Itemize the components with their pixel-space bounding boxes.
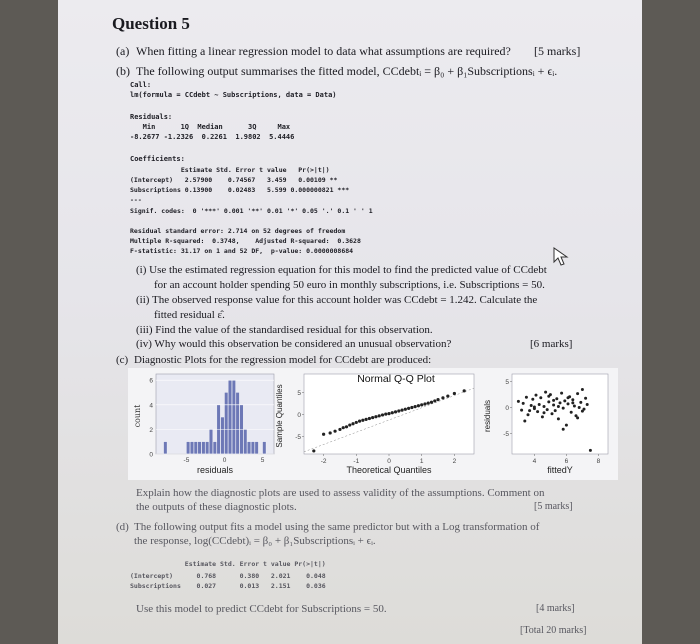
hist-ytick-label: 6 bbox=[149, 377, 153, 385]
histogram-bar bbox=[194, 442, 197, 454]
histogram-bar bbox=[205, 442, 208, 454]
histogram-bar bbox=[164, 442, 167, 454]
hist-xtick-label: 0 bbox=[222, 457, 227, 464]
r-coef-separator: --- bbox=[130, 196, 142, 204]
total-marks: [Total 20 marks] bbox=[520, 625, 587, 636]
scatter-point bbox=[539, 396, 542, 399]
r-coef-label: Coefficients: bbox=[130, 155, 185, 163]
xtick-label: 6 bbox=[564, 458, 569, 465]
scatter-point bbox=[586, 403, 589, 406]
exam-paper bbox=[58, 0, 642, 644]
histogram-bar bbox=[263, 442, 266, 454]
scatter-point bbox=[417, 404, 420, 407]
scatter-point bbox=[441, 396, 444, 399]
qq-xlabel: Theoretical Quantiles bbox=[346, 465, 432, 475]
scatter-point bbox=[567, 396, 570, 399]
part-a-label: (a) bbox=[116, 44, 130, 58]
scatter-point bbox=[547, 400, 550, 403]
scatter-point bbox=[552, 399, 555, 402]
ytick-label: 0 bbox=[297, 412, 301, 420]
scatter-point bbox=[533, 406, 536, 409]
hist-ytick-label: 2 bbox=[149, 426, 153, 434]
fit-xlabel: fittedY bbox=[547, 465, 573, 475]
scatter-point bbox=[414, 405, 417, 408]
log-coef-header: Estimate Std. Error t value Pr(>|t|) bbox=[130, 560, 326, 568]
scatter-point bbox=[430, 401, 433, 404]
histogram-bar bbox=[198, 442, 201, 454]
scatter-point bbox=[387, 412, 390, 415]
r-call: lm(formula = CCdebt ~ Subscriptions, data = Data) bbox=[130, 91, 337, 99]
part-c-text: Diagnostic Plots for the regression model for CCdebt are produced: bbox=[134, 354, 432, 366]
part-a-marks: [5 marks] bbox=[534, 44, 581, 58]
scatter-point bbox=[322, 433, 325, 436]
r-coef-row-subscriptions: Subscriptions 0.13900 0.02483 5.599 0.000000821 *** bbox=[130, 186, 350, 194]
scatter-point bbox=[345, 425, 348, 428]
ytick-label: 5 bbox=[505, 379, 509, 387]
scatter-point bbox=[522, 402, 525, 405]
histogram-bar bbox=[251, 442, 254, 454]
scatter-point bbox=[404, 408, 407, 411]
scatter-point bbox=[543, 405, 546, 408]
scatter-point bbox=[571, 401, 574, 404]
scatter-point bbox=[397, 409, 400, 412]
xtick-label: 1 bbox=[419, 458, 424, 465]
scatter-point bbox=[436, 398, 439, 401]
part-b-ii-line1: (ii) The observed response value for this account holder was CCdebt = 1.242. Calculate the bbox=[136, 294, 538, 306]
part-b-text: The following output summarises the fitted model, CCdebtᵢ = β₀ + β₁Subscriptionsᵢ + ϵᵢ. bbox=[136, 64, 558, 78]
log-coef-row-subscriptions: Subscriptions 0.027 0.013 2.151 0.036 bbox=[130, 582, 326, 590]
histogram-bar bbox=[190, 442, 193, 454]
scatter-point bbox=[394, 410, 397, 413]
part-d-text-line1: The following output fits a model using the same predictor but with a Log transformation of bbox=[134, 521, 540, 533]
scatter-point bbox=[536, 410, 539, 413]
scatter-point bbox=[557, 405, 560, 408]
scatter-point bbox=[565, 424, 568, 427]
part-c-after-line1: Explain how the diagnostic plots are used to assess validity of the assumptions. Comment on bbox=[136, 487, 545, 499]
ytick-label: 0 bbox=[505, 405, 509, 413]
scatter-point bbox=[576, 416, 579, 419]
scatter-point bbox=[570, 411, 573, 414]
scatter-point bbox=[551, 412, 554, 415]
scatter-point bbox=[538, 403, 541, 406]
histogram-bar bbox=[232, 380, 235, 454]
scatter-point bbox=[517, 400, 520, 403]
scatter-point bbox=[365, 418, 368, 421]
histogram-bar bbox=[221, 417, 224, 454]
scatter-point bbox=[578, 406, 581, 409]
histogram-bar bbox=[255, 442, 258, 454]
scatter-point bbox=[530, 404, 533, 407]
part-b-iii: (iii) Find the value of the standardised residual for this observation. bbox=[136, 324, 433, 336]
scatter-point bbox=[433, 399, 436, 402]
scatter-point bbox=[527, 413, 530, 416]
hist-ylabel: count bbox=[133, 404, 142, 428]
scatter-point bbox=[361, 419, 364, 422]
scatter-point bbox=[374, 415, 377, 418]
histogram-bar bbox=[186, 442, 189, 454]
scatter-point bbox=[333, 430, 336, 433]
scatter-point bbox=[407, 407, 410, 410]
r-residuals-values: -8.2677 -1.2326 0.2261 1.9802 5.4446 bbox=[130, 133, 295, 141]
ytick-label: 5 bbox=[297, 390, 301, 398]
scatter-point bbox=[547, 395, 550, 398]
scatter-point bbox=[576, 392, 579, 395]
hist-xtick-label: -5 bbox=[183, 457, 190, 464]
scatter-point bbox=[368, 417, 371, 420]
hist-xlabel: residuals bbox=[196, 465, 234, 475]
scatter-point bbox=[543, 411, 546, 414]
scatter-point bbox=[589, 449, 592, 452]
scatter-point bbox=[463, 389, 466, 392]
scatter-point bbox=[562, 407, 565, 410]
histogram-bar bbox=[213, 442, 216, 454]
part-c-label: (c) bbox=[116, 354, 129, 366]
histogram-bar bbox=[247, 442, 250, 454]
scatter-point bbox=[552, 403, 555, 406]
ytick-label: -5 bbox=[295, 433, 301, 441]
histogram-bar bbox=[202, 442, 205, 454]
scatter-point bbox=[446, 394, 449, 397]
scatter-point bbox=[567, 402, 570, 405]
scatter-point bbox=[312, 449, 315, 452]
scatter-point bbox=[400, 409, 403, 412]
scatter-point bbox=[371, 416, 374, 419]
scatter-point bbox=[562, 428, 565, 431]
scatter-point bbox=[342, 426, 345, 429]
xtick-label: -1 bbox=[353, 458, 360, 465]
part-c-after-line2: the outputs of these diagnostic plots. bbox=[136, 501, 297, 513]
scatter-point bbox=[546, 408, 549, 411]
xtick-label: 2 bbox=[452, 458, 457, 465]
histogram-bar bbox=[225, 392, 228, 454]
part-d-instruction: Use this model to predict CCdebt for Subscriptions = 50. bbox=[136, 603, 387, 615]
part-b-iv: (iv) Why would this observation be considered an unusual observation? bbox=[136, 338, 452, 350]
scatter-point bbox=[531, 398, 534, 401]
scatter-point bbox=[525, 396, 528, 399]
scatter-point bbox=[571, 398, 574, 401]
r-coef-row-intercept: (Intercept) 2.57900 0.74567 3.459 0.00109 ** bbox=[130, 176, 338, 184]
scatter-point bbox=[528, 409, 531, 412]
ytick-label: -5 bbox=[503, 430, 509, 438]
r-residual-std-error: Residual standard error: 2.714 on 52 degrees of freedom bbox=[130, 227, 346, 235]
r-f-statistic: F-statistic: 31.17 on 1 and 52 DF, p-value: 0.0000008684 bbox=[130, 247, 354, 255]
log-coef-row-intercept: (Intercept) 0.768 0.380 2.021 0.048 bbox=[130, 572, 326, 580]
scatter-point bbox=[573, 405, 576, 408]
scatter-point bbox=[384, 412, 387, 415]
part-b-i-line1: (i) Use the estimated regression equation for this model to find the predicted value of CCdebt bbox=[136, 264, 547, 276]
scatter-point bbox=[338, 428, 341, 431]
hist-ytick-label: 4 bbox=[149, 402, 153, 410]
r-residuals-label: Residuals: bbox=[130, 113, 173, 121]
scatter-point bbox=[559, 401, 562, 404]
xtick-label: -2 bbox=[320, 458, 327, 465]
xtick-label: 4 bbox=[532, 458, 537, 465]
qq-title: Normal Q-Q Plot bbox=[357, 373, 435, 385]
scatter-point bbox=[358, 419, 361, 422]
r-signif-codes: Signif. codes: 0 '***' 0.001 '**' 0.01 '*' 0.05 '.' 0.1 ' ' 1 bbox=[130, 207, 373, 215]
xtick-label: 8 bbox=[596, 458, 601, 465]
histogram-bar bbox=[236, 392, 239, 454]
histogram-bar bbox=[244, 429, 247, 454]
part-d-marks: [4 marks] bbox=[536, 603, 575, 614]
r-coef-header: Estimate Std. Error t value Pr(>|t|) bbox=[130, 166, 330, 174]
part-b-label: (b) bbox=[116, 64, 130, 78]
scatter-point bbox=[555, 397, 558, 400]
r-residuals-header: Min 1Q Median 3Q Max bbox=[130, 123, 291, 131]
part-b-i-line2: for an account holder spending 50 euro in monthly subscriptions, i.e. Subscriptions = 50. bbox=[154, 279, 545, 291]
scatter-point bbox=[560, 392, 563, 395]
part-c-marks: [5 marks] bbox=[534, 501, 573, 512]
part-a-text: When fitting a linear regression model to data what assumptions are required? bbox=[136, 44, 511, 58]
scatter-point bbox=[420, 403, 423, 406]
scatter-point bbox=[554, 409, 557, 412]
part-d-label: (d) bbox=[116, 521, 129, 533]
hist-ytick-label: 0 bbox=[149, 451, 153, 459]
scatter-point bbox=[579, 401, 582, 404]
xtick-label: 0 bbox=[387, 458, 391, 465]
scatter-point bbox=[348, 423, 351, 426]
question-title: Question 5 bbox=[112, 14, 190, 33]
diagnostic-plots bbox=[128, 368, 618, 480]
scatter-point bbox=[351, 422, 354, 425]
scatter-point bbox=[535, 394, 538, 397]
histogram-bar bbox=[228, 380, 231, 454]
scatter-point bbox=[391, 411, 394, 414]
r-r-squared: Multiple R-squared: 0.3748, Adjusted R-squared: 0.3628 bbox=[130, 237, 361, 245]
scatter-point bbox=[423, 402, 426, 405]
qq-ylabel: Sample Quantiles bbox=[275, 384, 284, 448]
scatter-point bbox=[355, 421, 358, 424]
scatter-point bbox=[381, 413, 384, 416]
scatter-point bbox=[378, 414, 381, 417]
scatter-point bbox=[523, 419, 526, 422]
scatter-point bbox=[581, 388, 584, 391]
scatter-point bbox=[581, 410, 584, 413]
part-b-marks: [6 marks] bbox=[530, 338, 573, 350]
scatter-point bbox=[563, 399, 566, 402]
scatter-point bbox=[453, 392, 456, 395]
scatter-point bbox=[544, 391, 547, 394]
hist-xtick-label: 5 bbox=[260, 457, 265, 464]
mouse-pointer-icon bbox=[553, 247, 569, 267]
scatter-point bbox=[329, 431, 332, 434]
scatter-point bbox=[541, 415, 544, 418]
histogram-bar bbox=[209, 429, 212, 454]
scatter-point bbox=[520, 409, 523, 412]
part-d-text-line2: the response, log(CCdebt)ᵢ = β₀ + β₁Subscriptionsᵢ + ϵᵢ. bbox=[134, 535, 376, 547]
part-b-ii-line2: fitted residual ε̂. bbox=[154, 309, 225, 321]
r-call-label: Call: bbox=[130, 81, 152, 89]
fit-panel bbox=[512, 374, 608, 454]
scatter-point bbox=[427, 402, 430, 405]
scatter-point bbox=[410, 406, 413, 409]
scatter-point bbox=[557, 417, 560, 420]
fit-ylabel: residuals bbox=[483, 399, 492, 433]
scatter-point bbox=[584, 397, 587, 400]
